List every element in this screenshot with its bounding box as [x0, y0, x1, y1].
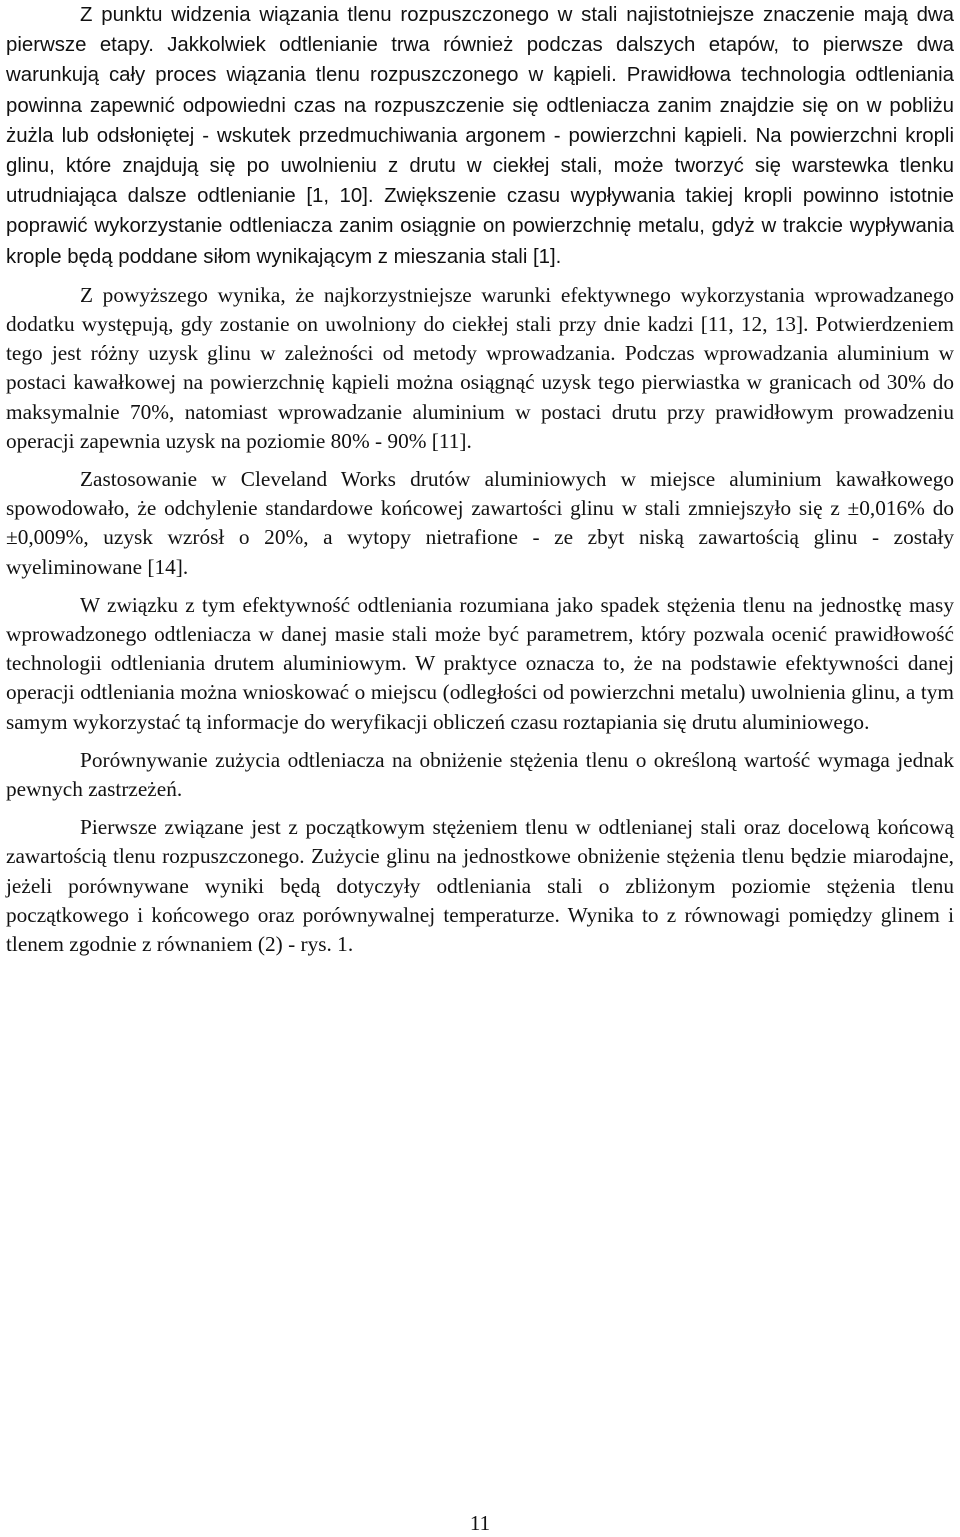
paragraph-2	[6, 281, 954, 456]
paragraph-4	[6, 591, 954, 737]
page-number: 11	[469, 1511, 491, 1535]
paragraph-1-text: Z punktu widzenia wiązania tlenu rozpuszczonego w stali najistotniejsze znaczenie mają dwa pierwsze etapy. Jakkolwiek odtlenianie trwa również podczas dalszych etapów, to pierwsze dwa warunkują cały proces wiązania tlenu rozpuszczonego w kąpieli. Prawidłowa technologia odtleniania powinna zapewnić odpowiedni czas na rozpuszczenie się odtleniacza zanim znajdzie się on w pobliżu żużla lub odsłoniętej - wskutek przedmuchiwania argonem - powierzchni kąpieli. Na powierzchni kropli glinu, które znajdują się po uwolnieniu z drutu w ciekłej stali, może tworzyć się warstewka tlenku utrudniająca dalsze odtlenianie [1, 10]. Zwiększenie czasu wypływania takiej kropli powinno istotnie poprawić wykorzystanie odtleniacza zanim osiągnie on powierzchnię metalu, gdyż w trakcie wypływania krople będą poddane siłom wynikającym z mieszania stali [1].	[6, 4, 954, 268]
paragraph-4-text: W związku z tym efektywność odtleniania rozumiana jako spadek stężenia tlenu na jednostkę masy wprowadzonego odtleniacza w danej masie stali może być parametrem, który pozwala ocenić prawidłowość technologii odtleniania drutem aluminiowym. W praktyce oznacza to, że na podstawie efektywności danej operacji odtleniania można wnioskować o miejscu (odległości od powierzchni metalu) uwolnienia glinu, a tym samym wykorzystać tą informacje do weryfikacji obliczeń czasu roztapiania się drutu aluminiowego.	[6, 592, 954, 734]
paragraph-5	[6, 746, 954, 804]
paragraph-6-text: Pierwsze związane jest z początkowym stężeniem tlenu w odtlenianej stali oraz docelową końcową zawartością tlenu rozpuszczonego. Zużycie glinu na jednostkowe obniżenie stężenia tlenu będzie miarodajne, jeżeli porównywane wyniki będą dotyczyły odtleniania stali o zbliżonym poziomie stężenia tlenu początkowego i końcowego oraz porównywalnej temperaturze. Wynika to z równowagi pomiędzy glinem i tlenem zgodnie z równaniem (2) - rys. 1.	[6, 815, 954, 957]
document-body	[6, 0, 954, 959]
paragraph-5-text: Porównywanie zużycia odtleniacza na obniżenie stężenia tlenu o określoną wartość wymaga jednak pewnych zastrzeżeń.	[6, 747, 954, 802]
paragraph-3	[6, 465, 954, 582]
paragraph-3-text: Zastosowanie w Cleveland Works drutów aluminiowych w miejsce aluminium kawałkowego spowodowało, że odchylenie standardowe końcowej zawartości glinu w stali zmniejszyło się z ±0,016% do ±0,009%, uzysk wzrósł o 20%, a wytopy nietrafione - ze zbyt niską zawartością glinu - zostały wyeliminowane [14].	[6, 467, 954, 579]
paragraph-1	[6, 0, 954, 272]
paragraph-2-text: Z powyższego wynika, że najkorzystniejsze warunki efektywnego wykorzystania wprowadzanego dodatku występują, gdy zostanie on uwolniony do ciekłej stali przy dnie kadzi [11, 12, 13]. Potwierdzeniem tego jest różny uzysk glinu w zależności od metody wprowadzania. Podczas wprowadzania aluminium w postaci kawałkowej na powierzchnię kąpieli można osiągnąć uzysk tego pierwiastka w granicach od 30% do maksymalnie 70%, natomiast wprowadzanie aluminium w postaci drutu przy prawidłowym prowadzeniu operacji zapewnia uzysk na poziomie 80% - 90% [11].	[6, 282, 954, 453]
paragraph-6	[6, 813, 954, 959]
